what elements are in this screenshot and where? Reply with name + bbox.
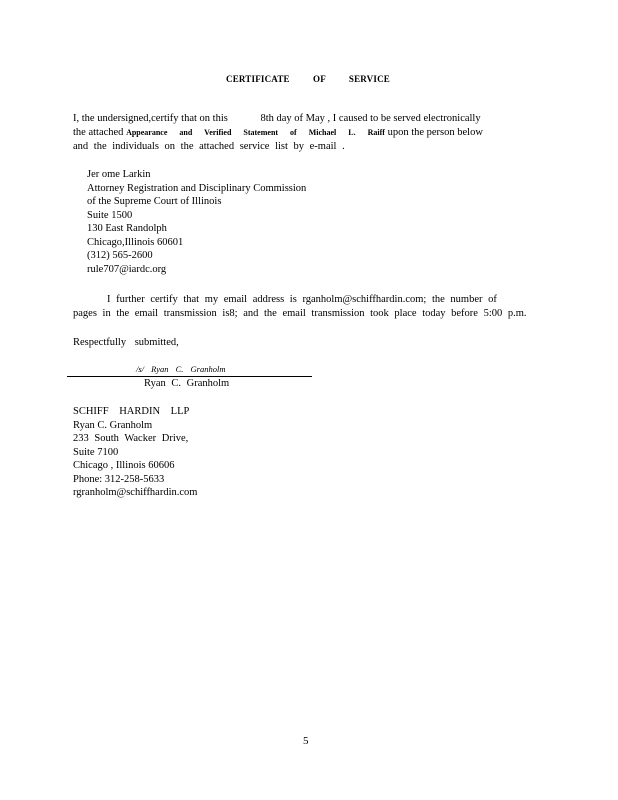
certify-date: 8th day of May , I caused to be served electronically	[260, 113, 481, 124]
firm-name: SCHIFF HARDIN LLP	[73, 406, 190, 417]
firm-attorney: Ryan C. Granholm	[73, 419, 153, 431]
recipient-name: Jer ome Larkin	[87, 169, 151, 180]
recipient-email: rule707@iardc.org	[87, 263, 167, 275]
recipient-city: Chicago,Illinois 60601	[87, 236, 184, 248]
signer-name: Ryan C. Granholm	[144, 378, 230, 389]
electronic-signature: /s/ Ryan C. Granholm	[136, 364, 226, 374]
certify-line-2	[73, 126, 528, 140]
recipient-organization: Attorney Registration and Disciplinary Commission	[87, 182, 307, 194]
firm-city: Chicago , Illinois 60606	[73, 460, 175, 471]
certify-line-3: and the individuals on the attached service list by e-mail .	[73, 141, 345, 152]
recipient-street: 130 East Randolph	[87, 223, 167, 234]
attached-text: the attached	[73, 127, 124, 138]
document-title: CERTIFICATE OF SERVICE	[226, 74, 390, 84]
certify-intro: I, the undersigned,certify that on this	[73, 113, 228, 124]
document-reference: Appearance and Verified Statement of Michael L. Raiff	[126, 128, 385, 137]
recipient-organization-2: of the Supreme Court of Illinois	[87, 196, 222, 207]
firm-email: rgranholm@schiffhardin.com	[73, 487, 198, 498]
firm-address	[73, 405, 197, 500]
recipient-address	[87, 168, 306, 276]
page-number: 5	[303, 735, 309, 747]
further-line-1: I further certify that my email address is rganholm@schiffhardin.com; the number of	[107, 294, 497, 305]
closing-text: Respectfully submitted,	[73, 337, 179, 348]
firm-phone: Phone: 312-258-5633	[73, 473, 165, 485]
firm-street: 233 South Wacker Drive,	[73, 433, 189, 444]
certify-line-1	[73, 112, 528, 126]
recipient-suite: Suite 1500	[87, 209, 133, 221]
further-line-2: pages in the email transmission is8; and the email transmission took place today before 5:00 p.m.	[73, 308, 527, 319]
upon-text: upon the person below	[387, 127, 483, 138]
recipient-phone: (312) 565-2600	[87, 250, 153, 261]
firm-suite: Suite 7100	[73, 446, 119, 458]
